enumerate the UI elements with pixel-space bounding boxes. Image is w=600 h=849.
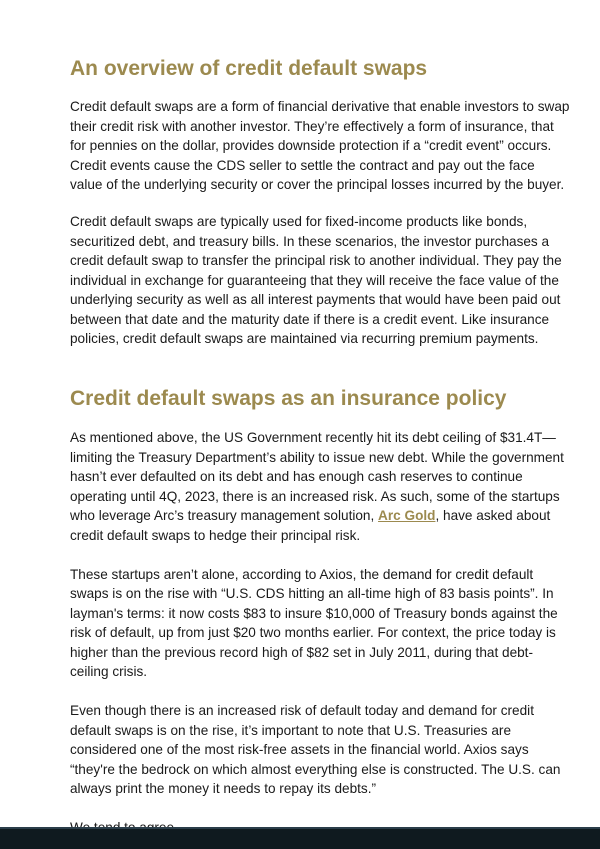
footer-bar — [0, 829, 600, 849]
paragraph-debt-ceiling — [70, 428, 570, 545]
section-heading-insurance-policy: Credit default swaps as an insurance policy — [70, 387, 507, 410]
paragraph-cds-definition: Credit default swaps are a form of financial derivative that enable investors to swap their credit risk with another investor. They’re effectively a form of insurance, that for pennies on the dollar, provides downside protection if a “credit event” occurs. Credit events cause the CDS seller to settle the contract and pay out the face value of the underlying security or cover the principal losses incurred by the buyer. — [70, 99, 570, 192]
paragraph-cds-usage: Credit default swaps are typically used for fixed-income products like bonds, securitized debt, and treasury bills. In these scenarios, the investor purchases a credit default swap to transfer the principal risk to another individual. They pay the individual in exchange for guaranteeing that they will receive the face value of the underlying security as well as all interest payments that would have been paid out between that date and the maturity date if there is a credit event. Like insurance policies, credit default swaps are maintained via recurring premium payments. — [70, 214, 562, 346]
section-heading-overview: An overview of credit default swaps — [70, 57, 428, 80]
paragraph-treasuries-safety: Even though there is an increased risk of default today and demand for credit default swaps is on the rise, it’s important to note that U.S. Treasuries are considered one of the most risk-free assets in the financial world. Axios says “they're the bedrock on which almost everything else is constructed. The U.S. can always print the money it needs to repay its debts.” — [70, 703, 561, 796]
paragraph-debt-ceiling-text-b: , have asked about credit default swaps to hedge their principal risk. — [70, 508, 551, 543]
paragraph-cds-demand: These startups aren’t alone, according to Axios, the demand for credit default swaps is on the rise with “U.S. CDS hitting an all-time high of 83 basis points”. In layman's terms: it now costs $83 to insure $10,000 of Treasury bonds against the risk of default, up from just $20 two months earlier. For context, the price today is higher than the previous record high of $82 set in July 2011, during that debt-ceiling crisis. — [70, 566, 558, 679]
section2-body — [70, 428, 570, 838]
paragraph-debt-ceiling-text-a: As mentioned above, the US Government recently hit its debt ceiling of $31.4T—limiting the Treasury Department’s ability to issue new debt. While the government hasn’t ever defaulted on its debt and has enough cash reserves to continue operating until 4Q, 2023, there is an increased risk. As such, some of the startups who leverage Arc’s treasury management solution, — [70, 430, 564, 523]
arc-gold-link[interactable]: Arc Gold — [378, 508, 436, 523]
